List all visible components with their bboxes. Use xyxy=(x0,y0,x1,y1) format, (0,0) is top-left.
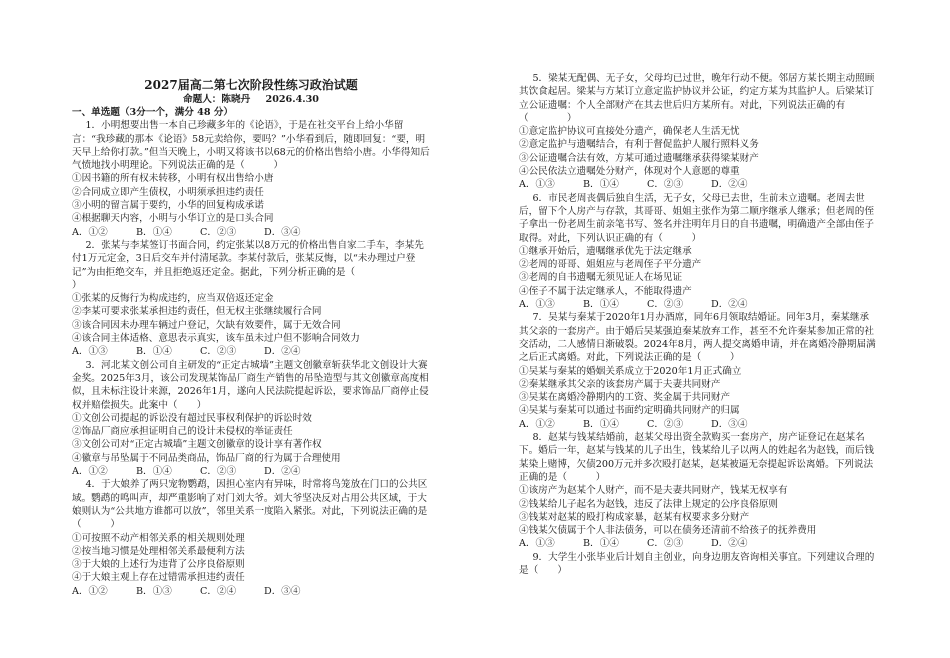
question-2 xyxy=(72,239,430,359)
choice-d: D．③④ xyxy=(264,585,301,597)
section-heading: 一、单选题（3分一个，满分 48 分） xyxy=(72,107,234,118)
choice-d: D．②④ xyxy=(711,179,748,191)
statement: ④公民依法立遗嘱处分财产，体现对个人意愿的尊重 xyxy=(519,166,740,178)
answer-choices xyxy=(72,585,430,598)
choice-d: D．②④ xyxy=(711,538,748,550)
choice-d: D．③④ xyxy=(711,418,748,430)
question-stem: 7．吴某与秦某于2020年1月办酒席，同年6月领取结婚证。同年3月，秦某继承其父亲的一套房产。由于婚后吴某强迫秦某放弃工作，甚至不允许秦某参加正常的社交活动，二人感情日渐破裂。2024年8月，两人提交离婚申请，并在离婚冷静期届满之后正式离婚。对此，下列说法正确的是（ ） xyxy=(519,312,876,364)
author: 命题人：陈晓丹 xyxy=(183,94,251,105)
choice-c: C．②③ xyxy=(647,179,684,191)
statement: ①因书籍的所有权未转移，小明有权出售给小唐 xyxy=(72,173,274,185)
statement: ④根据聊天内容，小明与小华订立的是口头合同 xyxy=(72,213,274,225)
answer-choices xyxy=(519,298,877,311)
right-column xyxy=(519,72,877,577)
choice-c: C．②③ xyxy=(647,538,684,550)
statement: ③于大娘的上述行为违背了公序良俗原则 xyxy=(72,559,245,571)
choice-d: D．③④ xyxy=(264,226,301,238)
statement: ④钱某欠债属于个人非法债务，可以在债务还清前不给孩子的抚养费用 xyxy=(519,525,817,537)
left-column xyxy=(72,72,430,598)
choice-a: A．①② xyxy=(72,466,108,478)
statement: ④徽章与吊坠属于不同品类商品，饰品厂商的行为属于合理使用 xyxy=(72,452,341,464)
statement: ②秦某继承其父亲的该套房产属于夫妻共同财产 xyxy=(519,378,721,390)
choice-a: A．①③ xyxy=(519,179,555,191)
choice-d: D．②④ xyxy=(264,466,301,478)
exam-title: 2027届高二第七次阶段性练习政治试题 xyxy=(144,78,358,92)
question-stem-tail: ） xyxy=(72,279,82,291)
choice-b: B．①④ xyxy=(583,179,619,191)
statement: ④该合同主体适格、意思表示真实，该车虽未过户但不影响合同效力 xyxy=(72,333,360,345)
answer-choices xyxy=(519,537,877,550)
choice-c: C．②③ xyxy=(200,226,237,238)
question-stem: 8．赵某与钱某结婚前，赵某父母出资全款购买一套房产，房产证登记在赵某名下。婚后一年，赵某与钱某的儿子出生，钱某给儿子以两人的姓起名为赵钱，而后钱某染上赌博，欠债200万元并多次殴打赵某，赵某被逼无奈提起诉讼离婚。下列说法正确的是（ ） xyxy=(519,432,874,483)
statement: ①该房产为赵某个人财产，而不是夫妻共同财产，钱某无权享有 xyxy=(519,485,788,497)
choice-c: C．②③ xyxy=(647,418,684,430)
statement: ①文创公司提起的诉讼没有超过民事权利保护的诉讼时效 xyxy=(72,412,312,424)
choice-a: A．①③ xyxy=(519,538,555,550)
question-5 xyxy=(519,72,877,192)
exam-meta xyxy=(72,93,430,106)
statement: ②合同成立即产生债权，小明须承担违约责任 xyxy=(72,186,264,198)
question-stem: 3．河北某文创公司自主研发的“正定古城墙”主题文创徽章斩获华北文创设计大赛金奖。2025年3月，该公司发现某饰品厂商生产销售的吊坠造型与其文创徽章高度相似，且未标注设计来源，2026年1月，遂向人民法院提起诉讼，要求饰品厂商停止侵权并赔偿损失。此案中（ ） xyxy=(72,359,429,411)
statement: ①意定监护协议可直接处分遗产，确保老人生活无忧 xyxy=(519,126,740,138)
statement: ④侄子不属于法定继承人，不能取得遗产 xyxy=(519,285,692,297)
statement: ③文创公司对“正定古城墙”主题文创徽章的设计享有著作权 xyxy=(72,439,322,451)
exam-date: 2026.4.30 xyxy=(265,94,319,105)
statement: ④吴某与秦某可以通过书面约定明确共同财产的归属 xyxy=(519,405,740,417)
statement: ③钱某对赵某的殴打构成家暴，赵某有权要求多分财产 xyxy=(519,511,750,523)
choice-a: A．①② xyxy=(72,585,108,597)
question-stem: 5．梁某无配偶、无子女，父母均已过世，晚年行动不便。邻居方某长期主动照顾其饮食起居。梁某与方某订立意定监护协议并公证，约定方某为其监护人。后梁某订立公证遗嘱：个人全部财产在其去世后归方某所有。对此，下列说法正确的有（ ） xyxy=(519,73,875,124)
statement: ①继承开始后，遗嘱继承优先于法定继承 xyxy=(519,245,692,257)
question-3 xyxy=(72,359,430,479)
answer-choices xyxy=(519,178,877,191)
question-stem: 1．小明想要出售一本自己珍藏多年的《论语》，于是在社交平台上给小华留言：“我珍藏的那本《论语》58元卖给你，要吗？”小华看到后，随即回复：“要，明天早上给你打款。”但当天晚上，小明又将该书以68元的价格出售给小唐。小华得知后气愤地找小明理论。下列说法正确的是（ ） xyxy=(72,120,430,172)
question-7 xyxy=(519,311,877,431)
statement: ③公证遗嘱合法有效，方某可通过遗嘱继承获得梁某财产 xyxy=(519,152,759,164)
statement: ①吴某与秦某的婚姻关系成立于2020年1月正式确立 xyxy=(519,365,742,377)
choice-d: D．②④ xyxy=(711,299,748,311)
choice-b: B．①④ xyxy=(583,418,619,430)
choice-c: C．②③ xyxy=(200,346,237,358)
statement: ③老周的自书遗嘱无须见证人在场见证 xyxy=(519,272,683,284)
choice-a: A．①③ xyxy=(72,346,108,358)
statement: ③该合同因未办理车辆过户登记，欠缺有效要件，属于无效合同 xyxy=(72,319,341,331)
question-stem: 4．于大娘养了两只宠物鹦鹉，因担心室内有异味，时常将鸟笼放在门口的公共区域。鹦鹉的鸣叫声，却严重影响了对门刘大爷。刘大爷坚决反对占用公共区域，于大娘则认为“公共地方谁都可以放”，邻里关系一度陷入紧张。对此，下列说法正确的是（ ） xyxy=(72,479,428,531)
question-6 xyxy=(519,192,877,312)
choice-a: A．①② xyxy=(519,418,555,430)
choice-b: B．①④ xyxy=(136,466,172,478)
choice-a: A．①② xyxy=(72,226,108,238)
statement: ③小明的留言属于要约，小华的回复构成承诺 xyxy=(72,200,264,212)
choice-c: C．②③ xyxy=(200,466,237,478)
question-4 xyxy=(72,478,430,598)
question-stem: 9．大学生小张毕业后计划自主创业，向身边朋友咨询相关事宜。下列建议合理的是（ ） xyxy=(519,551,875,576)
choice-b: B．①④ xyxy=(136,346,172,358)
choice-a: A．①③ xyxy=(519,299,555,311)
choice-d: D．②④ xyxy=(264,346,301,358)
answer-choices xyxy=(519,418,877,431)
question-8 xyxy=(519,431,877,551)
answer-choices xyxy=(72,226,430,239)
statement: ②意定监护与遗嘱结合，有利于督促监护人履行照料义务 xyxy=(519,139,759,151)
statement: ③吴某在离婚冷静期内的工资、奖金属于共同财产 xyxy=(519,392,731,404)
statement: ②钱某给儿子起名为赵钱，违反了法律上规定的公序良俗原则 xyxy=(519,498,779,510)
question-stem: 2．张某与李某签订书面合同，约定张某以8万元的价格出售自家二手车，李某先付1万元定金，3日后交车并付清尾款。李某付款后，张某反悔，以“未办理过户登记”为由拒绝交车，并且拒绝返还定金。据此，下列分析正确的是（ xyxy=(72,239,424,278)
statement: ②李某可要求张某承担违约责任，但无权主张继续履行合同 xyxy=(72,306,322,318)
statement: ①可按照不动产相邻关系的相关规则处理 xyxy=(72,532,245,544)
question-9 xyxy=(519,551,877,578)
answer-choices xyxy=(72,465,430,478)
question-1 xyxy=(72,119,430,239)
question-stem: 6．市民老周丧偶后独自生活，无子女，父母已去世，生前未立遗嘱。老周去世后，留下个人房产与存款，其哥哥、姐姐主张作为第二顺序继承人继承；但老周的侄子拿出一份老周生前亲笔书写、签名并注明年月日的自书遗嘱，明确遗产全部由侄子取得。对此，下列认识正确的有（ ） xyxy=(519,192,874,244)
choice-b: B．①④ xyxy=(583,538,619,550)
choice-b: B．①③ xyxy=(136,585,172,597)
answer-choices xyxy=(72,345,430,358)
choice-c: C．②③ xyxy=(647,299,684,311)
statement: ②饰品厂商应承担证明自己的设计未侵权的举证责任 xyxy=(72,426,293,438)
statement: ④于大娘主观上存在过错需承担违约责任 xyxy=(72,572,245,584)
statement: ②老周的哥哥、姐姐应与老周侄子平分遗产 xyxy=(519,259,702,271)
statement: ②按当地习惯是处理相邻关系最便利方法 xyxy=(72,545,245,557)
statement: ①张某的反悔行为构成违约，应当双倍返还定金 xyxy=(72,293,274,305)
choice-c: C．②④ xyxy=(200,585,237,597)
choice-b: B．①④ xyxy=(136,226,172,238)
choice-b: B．①④ xyxy=(583,299,619,311)
